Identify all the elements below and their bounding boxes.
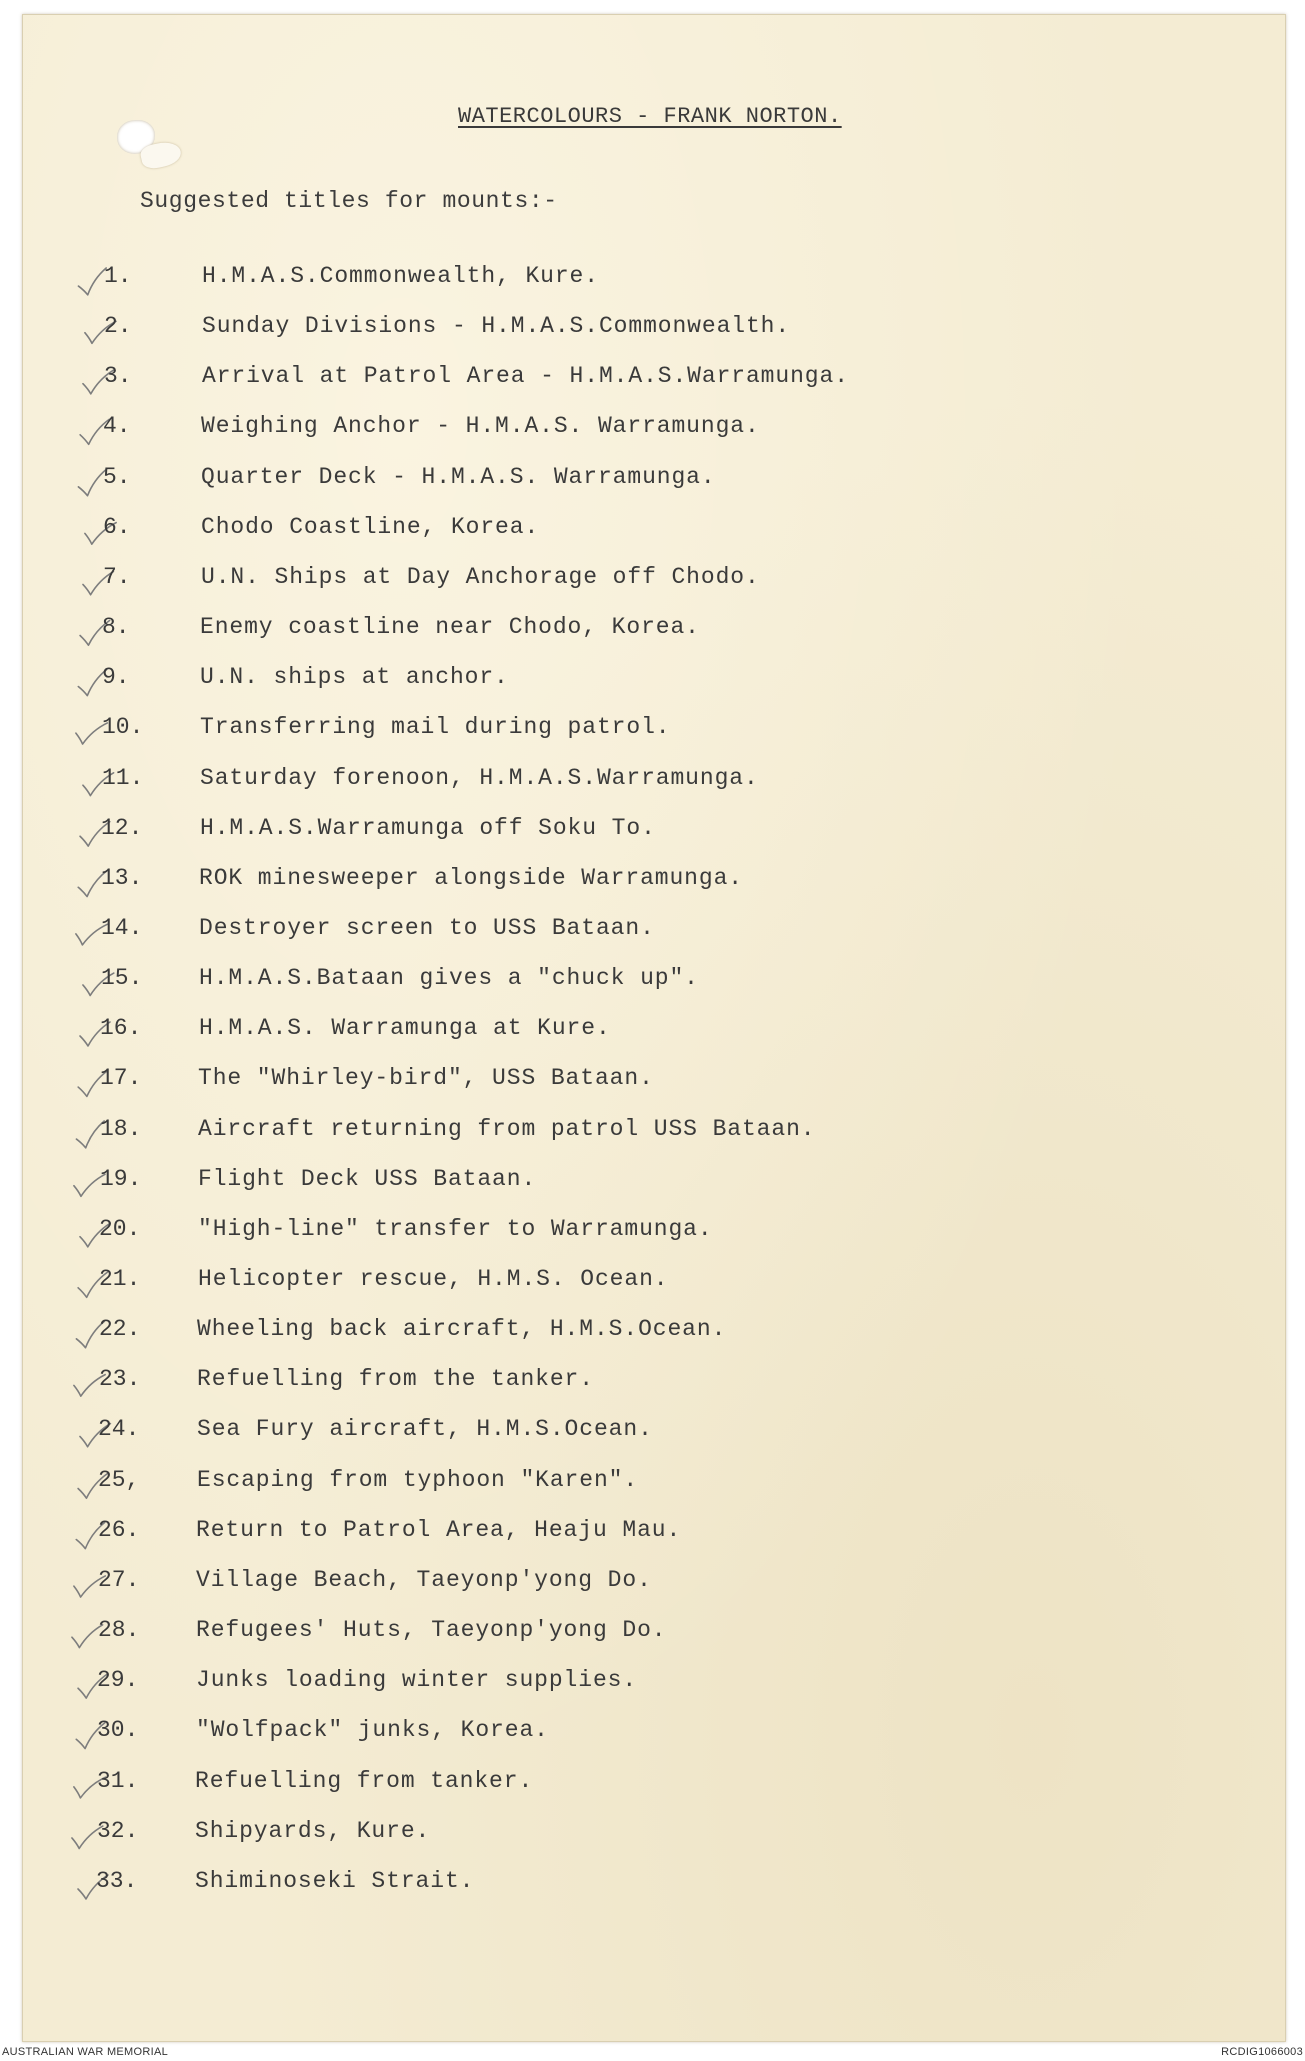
item-title: The "Whirley-bird", USS Bataan.	[198, 1065, 654, 1091]
list-item	[0, 965, 1305, 999]
item-number: 23.	[99, 1366, 141, 1392]
item-number: 28.	[98, 1617, 140, 1643]
item-number: 26.	[98, 1517, 140, 1543]
list-item	[0, 1116, 1305, 1150]
list-item	[0, 1868, 1305, 1902]
item-title: Aircraft returning from patrol USS Bataan.	[198, 1116, 816, 1142]
list-item	[0, 1818, 1305, 1852]
list-item	[0, 263, 1305, 297]
item-number: 12.	[101, 815, 143, 841]
list-item	[0, 1467, 1305, 1501]
document-title: WATERCOLOURS - FRANK NORTON.	[458, 104, 842, 129]
item-number: 10.	[102, 714, 144, 740]
list-item	[0, 1266, 1305, 1300]
item-title: Sea Fury aircraft, H.M.S.Ocean.	[197, 1416, 653, 1442]
list-item	[0, 413, 1305, 447]
list-item	[0, 1065, 1305, 1099]
item-number: 33.	[96, 1868, 138, 1894]
item-title: Refuelling from tanker.	[195, 1768, 534, 1794]
item-number: 7.	[103, 564, 131, 590]
item-title: Arrival at Patrol Area - H.M.A.S.Warramunga.	[202, 363, 849, 389]
item-number: 17.	[100, 1065, 142, 1091]
item-title: Shipyards, Kure.	[195, 1818, 431, 1844]
list-item	[0, 1517, 1305, 1551]
list-item	[0, 1015, 1305, 1049]
item-title: "High-line" transfer to Warramunga.	[198, 1216, 713, 1242]
list-item	[0, 1567, 1305, 1601]
list-item	[0, 614, 1305, 648]
footer-institution: AUSTRALIAN WAR MEMORIAL	[2, 2046, 169, 2058]
item-number: 1.	[104, 263, 132, 289]
list-item	[0, 865, 1305, 899]
item-title: Sunday Divisions - H.M.A.S.Commonwealth.	[202, 313, 791, 339]
item-title: U.N. ships at anchor.	[200, 664, 509, 690]
item-title: Village Beach, Taeyonp'yong Do.	[196, 1567, 652, 1593]
item-title: Refugees' Huts, Taeyonp'yong Do.	[196, 1617, 667, 1643]
item-number: 20.	[99, 1216, 141, 1242]
item-title: Refuelling from the tanker.	[197, 1366, 594, 1392]
list-item	[0, 714, 1305, 748]
list-item	[0, 1316, 1305, 1350]
item-number: 8.	[102, 614, 130, 640]
item-number: 21.	[99, 1266, 141, 1292]
list-item	[0, 1768, 1305, 1802]
list-item	[0, 1216, 1305, 1250]
item-title: H.M.A.S.Bataan gives a "chuck up".	[199, 965, 699, 991]
item-number: 16.	[100, 1015, 142, 1041]
item-number: 3.	[104, 363, 132, 389]
item-number: 24.	[98, 1416, 140, 1442]
item-title: Junks loading winter supplies.	[196, 1667, 638, 1693]
item-number: 19.	[100, 1166, 142, 1192]
item-title: Enemy coastline near Chodo, Korea.	[200, 614, 700, 640]
item-title: Destroyer screen to USS Bataan.	[199, 915, 655, 941]
item-number: 9.	[102, 664, 130, 690]
item-title: Saturday forenoon, H.M.A.S.Warramunga.	[200, 765, 759, 791]
item-title: Shiminoseki Strait.	[195, 1868, 475, 1894]
list-item	[0, 765, 1305, 799]
item-number: 18.	[100, 1116, 142, 1142]
item-number: 14.	[101, 915, 143, 941]
list-item	[0, 1416, 1305, 1450]
item-title: U.N. Ships at Day Anchorage off Chodo.	[201, 564, 760, 590]
item-number: 29.	[97, 1667, 139, 1693]
item-title: Quarter Deck - H.M.A.S. Warramunga.	[201, 464, 716, 490]
document-intro: Suggested titles for mounts:-	[140, 188, 558, 214]
item-title: Weighing Anchor - H.M.A.S. Warramunga.	[201, 413, 760, 439]
item-title: H.M.A.S.Commonwealth, Kure.	[202, 263, 599, 289]
item-title: Transferring mail during patrol.	[200, 714, 671, 740]
item-title: Flight Deck USS Bataan.	[198, 1166, 537, 1192]
item-number: 15.	[101, 965, 143, 991]
list-item	[0, 1717, 1305, 1751]
item-number: 11.	[102, 765, 144, 791]
list-item	[0, 664, 1305, 698]
list-item	[0, 815, 1305, 849]
list-item	[0, 1166, 1305, 1200]
list-item	[0, 1667, 1305, 1701]
item-number: 22.	[99, 1316, 141, 1342]
item-title: Escaping from typhoon "Karen".	[197, 1467, 639, 1493]
item-title: Helicopter rescue, H.M.S. Ocean.	[198, 1266, 669, 1292]
item-title: H.M.A.S.Warramunga off Soku To.	[200, 815, 656, 841]
item-number: 31.	[97, 1768, 139, 1794]
item-number: 6.	[103, 514, 131, 540]
item-number: 27.	[98, 1567, 140, 1593]
list-item	[0, 464, 1305, 498]
item-title: ROK minesweeper alongside Warramunga.	[199, 865, 743, 891]
item-number: 32.	[97, 1818, 139, 1844]
item-title: Return to Patrol Area, Heaju Mau.	[196, 1517, 682, 1543]
footer-reference: RCDIG1066003	[1221, 2046, 1303, 2058]
item-title: Chodo Coastline, Korea.	[201, 514, 540, 540]
item-number: 5.	[103, 464, 131, 490]
item-number: 30.	[97, 1717, 139, 1743]
item-title: H.M.A.S. Warramunga at Kure.	[199, 1015, 611, 1041]
item-number: 4.	[103, 413, 131, 439]
item-title: Wheeling back aircraft, H.M.S.Ocean.	[197, 1316, 727, 1342]
item-number: 25,	[98, 1467, 140, 1493]
list-item	[0, 363, 1305, 397]
item-number: 2.	[104, 313, 132, 339]
list-item	[0, 915, 1305, 949]
list-item	[0, 313, 1305, 347]
list-item	[0, 1617, 1305, 1651]
item-number: 13.	[101, 865, 143, 891]
list-item	[0, 1366, 1305, 1400]
list-item	[0, 564, 1305, 598]
list-item	[0, 514, 1305, 548]
item-title: "Wolfpack" junks, Korea.	[196, 1717, 549, 1743]
